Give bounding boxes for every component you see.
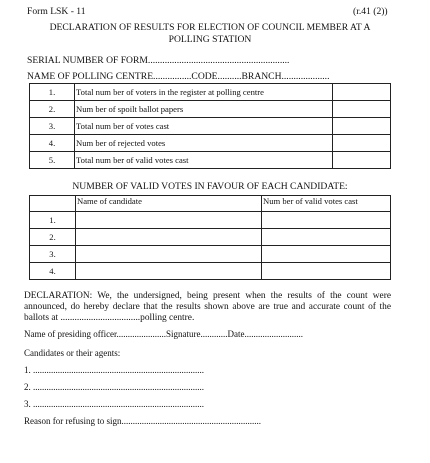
candidate-name-header: Name of candidate: [76, 196, 262, 212]
candidate-name-cell[interactable]: [76, 246, 262, 263]
summary-row: [30, 152, 391, 169]
candidate-votes-cell[interactable]: [262, 229, 391, 246]
summary-row-number: 5.: [30, 152, 75, 169]
summary-row: [30, 101, 391, 118]
candidate-votes-header: Num ber of valid votes cast: [262, 196, 391, 212]
rule-reference: (r.41 (2)): [353, 6, 388, 17]
summary-row-number: 1.: [30, 84, 75, 101]
summary-value-cell[interactable]: [333, 135, 391, 152]
refusal-reason-line[interactable]: Reason for refusing to sign..............................................................: [24, 416, 261, 426]
summary-row-label: Total num ber of valid votes cast: [75, 152, 333, 169]
candidate-row-number: 2.: [30, 229, 76, 246]
header-blank-cell: [30, 196, 76, 212]
title-line-2: POLLING STATION: [168, 34, 252, 45]
agent-line-1[interactable]: 1. ............................................................................: [24, 365, 204, 375]
summary-row: [30, 135, 391, 152]
summary-table: [29, 83, 391, 169]
candidate-votes-cell[interactable]: [262, 212, 391, 229]
summary-value-cell[interactable]: [333, 118, 391, 135]
candidate-table: [29, 195, 391, 280]
declaration-paragraph: DECLARATION: We, the undersigned, being present when the results of the count were announced, do hereby declare that the results shown above are true and accurate count of the ballots at ..................................polling centre.: [24, 291, 391, 324]
serial-number-field[interactable]: SERIAL NUMBER OF FORM...........................................................: [27, 55, 290, 66]
candidate-row-number: 1.: [30, 212, 76, 229]
candidate-row: [30, 212, 391, 229]
summary-value-cell[interactable]: [333, 101, 391, 118]
candidate-name-cell[interactable]: [76, 229, 262, 246]
summary-row-label: Num ber of rejected votes: [75, 135, 333, 152]
candidate-row: [30, 229, 391, 246]
votes-heading: NUMBER OF VALID VOTES IN FAVOUR OF EACH CANDIDATE:: [72, 181, 348, 192]
candidate-name-cell[interactable]: [76, 263, 262, 280]
summary-row-label: Total num ber of voters in the register at polling centre: [75, 84, 333, 101]
summary-row-label: Num ber of spoilt ballot papers: [75, 101, 333, 118]
agents-label: Candidates or their agents:: [24, 348, 121, 358]
summary-row-number: 4.: [30, 135, 75, 152]
summary-row-number: 2.: [30, 101, 75, 118]
summary-row: [30, 118, 391, 135]
summary-value-cell[interactable]: [333, 152, 391, 169]
candidate-row-number: 3.: [30, 246, 76, 263]
form-id: Form LSK - 11: [27, 6, 86, 17]
presiding-officer-line[interactable]: Name of presiding officer......................Signature............Date..........................: [24, 329, 304, 339]
polling-centre-field[interactable]: NAME OF POLLING CENTRE................CODE..........BRANCH....................: [27, 71, 330, 82]
summary-row-number: 3.: [30, 118, 75, 135]
agent-line-3[interactable]: 3. ............................................................................: [24, 399, 204, 409]
summary-value-cell[interactable]: [333, 84, 391, 101]
candidate-row-number: 4.: [30, 263, 76, 280]
candidate-votes-cell[interactable]: [262, 263, 391, 280]
title-line-1: DECLARATION OF RESULTS FOR ELECTION OF COUNCIL MEMBER AT A: [49, 22, 371, 33]
candidate-name-cell[interactable]: [76, 212, 262, 229]
candidate-row: [30, 263, 391, 280]
agent-line-2[interactable]: 2. ............................................................................: [24, 382, 204, 392]
candidate-header-row: [30, 196, 391, 212]
candidate-row: [30, 246, 391, 263]
summary-row-label: Total num ber of votes cast: [75, 118, 333, 135]
candidate-votes-cell[interactable]: [262, 246, 391, 263]
summary-row: [30, 84, 391, 101]
